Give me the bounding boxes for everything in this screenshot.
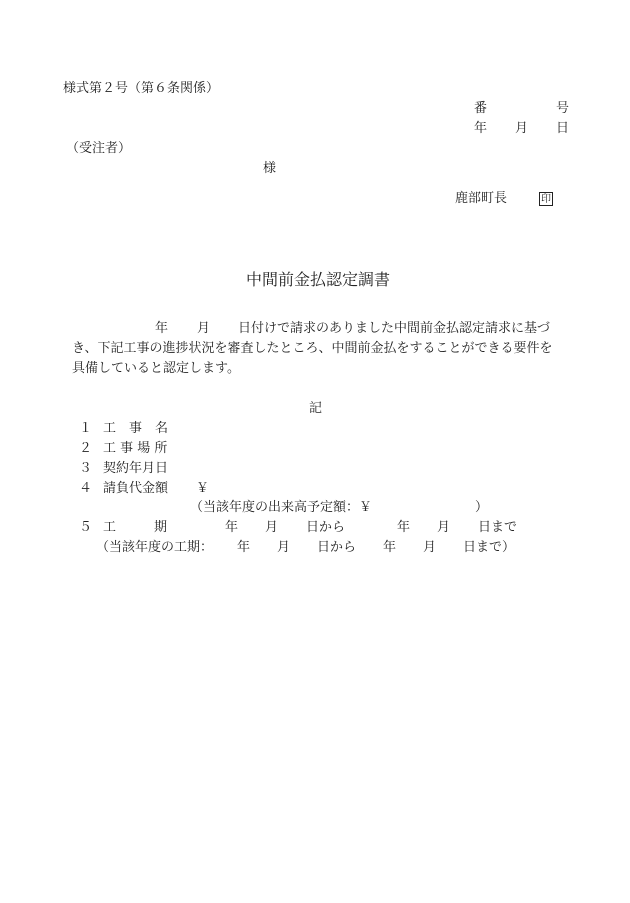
body-line-1: 日付けで請求のありました中間前金払認定請求に基づ bbox=[238, 321, 551, 336]
sub-period-month-1: 月 bbox=[277, 540, 291, 555]
sub-period-year-1: 年 bbox=[237, 540, 251, 555]
item-5-month-1: 月 bbox=[265, 520, 279, 535]
item-5-label-b: 期 bbox=[154, 520, 168, 535]
sub-period-until: 日まで） bbox=[463, 540, 516, 555]
sub-period-year-2: 年 bbox=[383, 540, 397, 555]
item-5-until: 日まで bbox=[478, 520, 518, 535]
form-number-label: 様式第２号（第６条関係） bbox=[63, 81, 220, 96]
item-5-number: ５ bbox=[79, 520, 93, 535]
document-number-suffix: 号 bbox=[556, 101, 570, 116]
contractor-label: （受注者） bbox=[66, 141, 132, 156]
item-5-from: 日から bbox=[306, 520, 346, 535]
sub-period-month-2: 月 bbox=[423, 540, 437, 555]
item-1-label: 工 事 名 bbox=[103, 421, 169, 436]
item-5-month-2: 月 bbox=[437, 520, 451, 535]
ki-heading: 記 bbox=[309, 401, 323, 416]
item-2-number: ２ bbox=[79, 441, 93, 456]
item-3-label: 契約年月日 bbox=[103, 461, 169, 476]
item-5-label-a: 工 bbox=[103, 520, 117, 535]
item-4-yen: ￥ bbox=[196, 481, 210, 496]
sub-period-label: （当該年度の工期： bbox=[96, 540, 214, 555]
sub-amount-label: （当該年度の出来高予定額：￥ bbox=[190, 500, 373, 515]
date-day-label: 日 bbox=[556, 121, 570, 136]
sub-amount-close: ） bbox=[475, 500, 489, 515]
document-number-label: 番 bbox=[474, 101, 488, 116]
date-year-label: 年 bbox=[474, 121, 488, 136]
honorific-sama: 様 bbox=[263, 161, 277, 176]
body-month-label: 月 bbox=[197, 321, 211, 336]
item-3-number: ３ bbox=[79, 461, 93, 476]
item-1-number: １ bbox=[79, 421, 93, 436]
item-5-year-1: 年 bbox=[225, 520, 239, 535]
body-line-2: き、下記工事の進捗状況を審査したところ、中間前金払をすることができる要件を bbox=[72, 341, 553, 356]
body-year-label: 年 bbox=[155, 321, 169, 336]
sub-period-from: 日から bbox=[317, 540, 357, 555]
item-4-label: 請負代金額 bbox=[103, 481, 169, 496]
seal-mark: 印 bbox=[541, 194, 551, 205]
document-title: 中間前金払認定調書 bbox=[246, 270, 391, 289]
issuer-name: 鹿部町長 bbox=[455, 191, 508, 206]
body-line-3: 具備していると認定します。 bbox=[72, 361, 240, 376]
date-month-label: 月 bbox=[515, 121, 529, 136]
item-5-year-2: 年 bbox=[397, 520, 411, 535]
item-2-label: 工 事 場 所 bbox=[103, 441, 168, 456]
item-4-number: ４ bbox=[79, 481, 93, 496]
